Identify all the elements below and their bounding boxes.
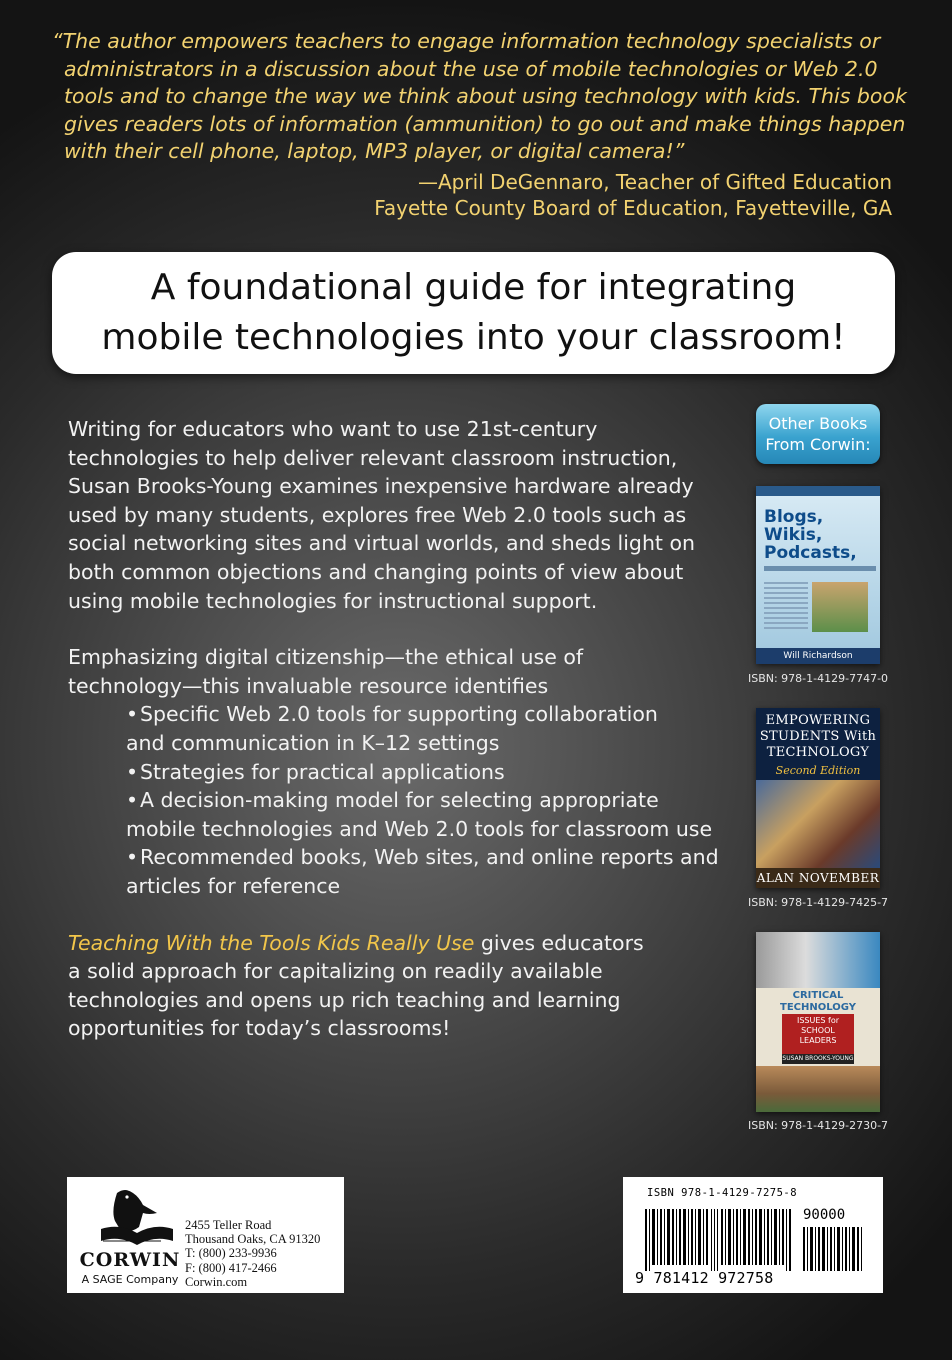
- cover-title-line: CRITICAL: [792, 990, 844, 1001]
- address-line: Thousand Oaks, CA 91320: [185, 1232, 321, 1247]
- list-item-line: • Recommended books, Web sites, and online reports and: [126, 843, 728, 872]
- cover-author: ALAN NOVEMBER: [756, 868, 880, 888]
- list-item-line: articles for reference: [126, 873, 341, 898]
- quote-affiliation: Fayette County Board of Education, Fayetteville, GA: [374, 195, 892, 220]
- text-line: social networking sites and virtual worlds, and sheds light on: [68, 531, 696, 556]
- phone: T: (800) 233-9936: [185, 1246, 277, 1261]
- cover-photo: [812, 582, 868, 632]
- list-item-line: mobile technologies and Web 2.0 tools for classroom use: [126, 816, 713, 841]
- barcode-isbn: ISBN 978-1-4129-7275-8: [647, 1187, 798, 1199]
- quote-line: administrators in a discussion about the use of mobile technologies or Web 2.0: [64, 56, 878, 81]
- website: Corwin.com: [185, 1274, 248, 1289]
- features-paragraph: [68, 643, 728, 900]
- publisher-tagline: A SAGE Company: [81, 1273, 179, 1286]
- publisher-address: [185, 1218, 320, 1289]
- quote-attribution: —April DeGennaro, Teacher of Gifted Education: [417, 169, 892, 194]
- list-item-line: • A decision-making model for selecting appropriate: [126, 786, 728, 815]
- feature-list: [68, 700, 728, 900]
- cover-title-line: EMPOWERING: [765, 713, 871, 728]
- heading-line: From Corwin:: [765, 435, 871, 454]
- list-item-line: • Specific Web 2.0 tools for supporting collaboration: [126, 700, 728, 729]
- cover-author: Will Richardson: [756, 648, 880, 664]
- barcode-box: [623, 1177, 883, 1293]
- cover-title-line: TECHNOLOGY: [780, 1002, 856, 1013]
- cover-subtitle: ISSUES for SCHOOL LEADERS: [782, 1014, 854, 1054]
- fax: F: (800) 417-2466: [185, 1260, 277, 1275]
- cover-title: [756, 713, 880, 761]
- text-line: using mobile technologies for instructional support.: [68, 588, 598, 613]
- closing-paragraph: [68, 929, 728, 1043]
- address-line: 2455 Teller Road: [185, 1218, 272, 1232]
- cover-navbar: [756, 486, 880, 496]
- text-line: technology—this invaluable resource identifies: [68, 673, 549, 698]
- quote-line: tools and to change the way we think about using technology with kids. This book: [64, 84, 907, 108]
- quote-line: with their cell phone, laptop, MP3 player, or digital camera!”: [64, 139, 685, 163]
- text-line: a solid approach for capitalizing on readily available: [68, 959, 603, 984]
- cover-text-block: [764, 582, 808, 632]
- text-fragment: gives educators: [474, 930, 644, 955]
- cover-author: SUSAN BROOKS-YOUNG: [782, 1055, 854, 1062]
- endorsement-quote: [52, 28, 907, 222]
- barcode-number: 9 781412 972758: [635, 1269, 774, 1287]
- heading-line: Other Books: [768, 414, 868, 433]
- cover-title-line: TECHNOLOGY: [766, 745, 870, 760]
- text-line: Emphasizing digital citizenship—the ethical use of: [68, 645, 584, 670]
- text-line: Susan Brooks-Young examines inexpensive hardware already: [68, 474, 694, 499]
- text-line: Writing for educators who want to use 21st-century: [68, 417, 598, 441]
- cover-title: [756, 990, 880, 1014]
- list-item: [68, 786, 728, 843]
- book-title: Teaching With the Tools Kids Really Use: [68, 930, 475, 955]
- quote-line: “The author empowers teachers to engage information technology specialists or: [52, 29, 881, 53]
- cover-subtitle-bar: [764, 566, 876, 571]
- text-line: both common objections and changing points of view about: [68, 559, 684, 584]
- banner-line: A foundational guide for integrating: [150, 267, 797, 308]
- banner-line: mobile technologies into your classroom!: [101, 317, 846, 358]
- barcode-icon: [645, 1209, 795, 1271]
- cover-photo: [756, 780, 880, 868]
- list-item-line: and communication in K–12 settings: [126, 730, 500, 755]
- quote-line: gives readers lots of information (ammunition) to go out and make things happen: [64, 111, 906, 136]
- book-isbn: ISBN: 978-1-4129-2730-7: [747, 1119, 889, 1132]
- price-barcode-icon: [803, 1227, 865, 1271]
- text-line: technologies and opens up rich teaching and learning: [68, 987, 621, 1012]
- book-cover-blogs: [756, 486, 880, 664]
- publisher-info: [67, 1177, 344, 1293]
- cover-title-line: Wikis,: [764, 525, 823, 545]
- cover-title-line: STUDENTS With: [759, 729, 877, 744]
- cover-photo: [756, 932, 880, 988]
- cover-building-photo: [756, 1066, 880, 1112]
- list-item: [68, 700, 728, 757]
- book-cover-critical: [756, 932, 880, 1112]
- list-item: [68, 758, 728, 787]
- cover-edition: Second Edition: [775, 764, 861, 777]
- other-books-heading: [756, 404, 880, 464]
- book-isbn: ISBN: 978-1-4129-7425-7: [747, 896, 889, 909]
- text-line: opportunities for today’s classrooms!: [68, 1016, 451, 1041]
- book-cover-empowering: [756, 708, 880, 888]
- text-line: used by many students, explores free Web 2.0 tools such as: [68, 502, 687, 527]
- cover-title-line: Podcasts,: [764, 543, 857, 563]
- text-line: technologies to help deliver relevant classroom instruction,: [68, 445, 678, 470]
- description: [68, 415, 728, 1071]
- tagline-banner: [52, 252, 895, 374]
- publisher-name: CORWIN: [79, 1249, 181, 1271]
- crow-logo-icon: [77, 1183, 187, 1287]
- cover-title-line: Blogs,: [764, 507, 824, 527]
- list-item: [68, 843, 728, 900]
- price-code: 90000: [803, 1207, 846, 1223]
- text-line: [68, 929, 728, 958]
- list-item-line: • Strategies for practical applications: [126, 758, 728, 787]
- cover-title: [764, 508, 857, 562]
- book-isbn: ISBN: 978-1-4129-7747-0: [747, 672, 889, 685]
- description-paragraph: [68, 415, 728, 615]
